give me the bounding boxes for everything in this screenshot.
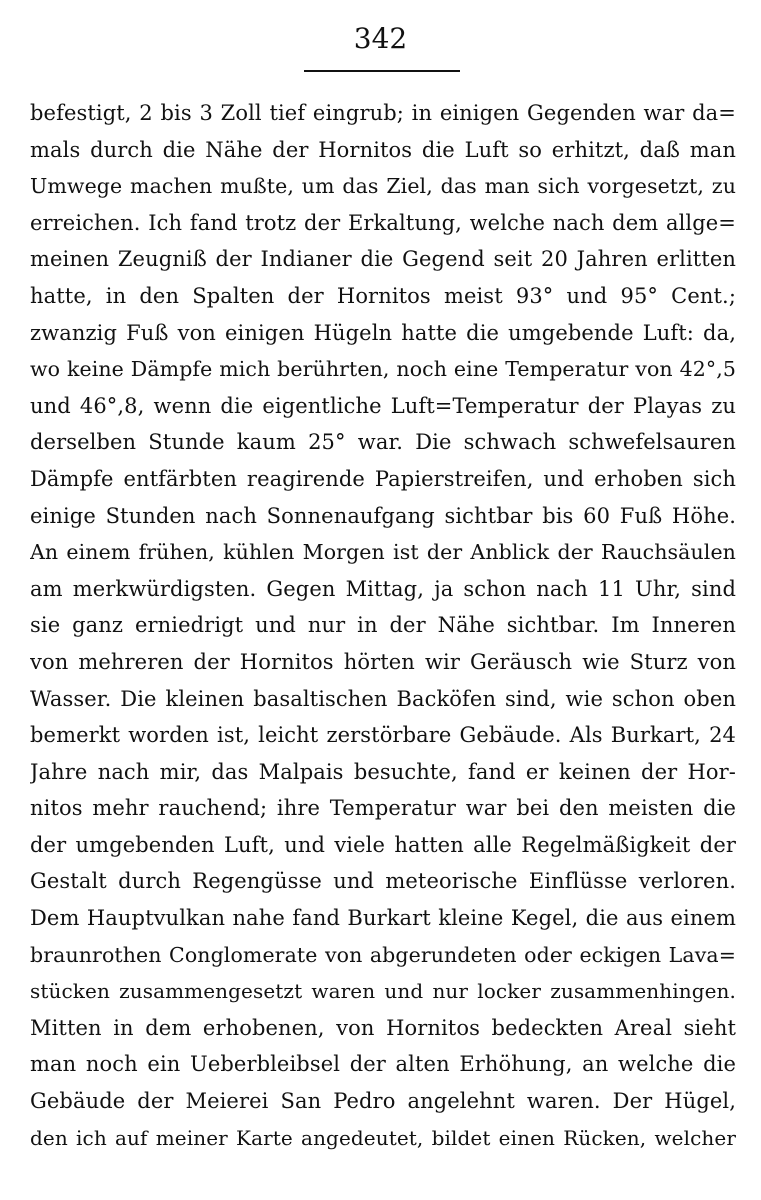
text-line: stücken zusammengesetzt waren und nur locker zusammenhingen.: [30, 979, 736, 1004]
text-line: und 46°,8, wenn die eigentliche Luft=Temperatur der Playas zu: [30, 393, 736, 418]
text-line: befestigt, 2 bis 3 Zoll tief eingrub; in einigen Gegenden war da=: [30, 101, 736, 125]
text-line: bemerkt worden ist, leicht zerstörbare Gebäude. Als Burkart, 24: [30, 723, 736, 748]
text-line: mals durch die Nähe der Hornitos die Luft so erhitzt, daß man: [30, 137, 736, 162]
text-line: Gestalt durch Regengüsse und meteorische Einflüsse verloren.: [30, 869, 736, 894]
text-line: man noch ein Ueberbleibsel der alten Erhöhung, an welche die: [30, 1052, 736, 1077]
text-line: meinen Zeugniß der Indianer die Gegend seit 20 Jahren erlitten: [30, 247, 736, 272]
text-line: einige Stunden nach Sonnenaufgang sichtbar bis 60 Fuß Höhe.: [30, 503, 736, 528]
text-line: Dem Hauptvulkan nahe fand Burkart kleine Kegel, die aus einem: [30, 906, 736, 931]
text-line: erreichen. Ich fand trotz der Erkaltung, welche nach dem allge=: [30, 210, 736, 235]
text-line: Jahre nach mir, das Malpais besuchte, fand er keinen der Hor-: [30, 759, 736, 784]
header-rule: [304, 70, 460, 72]
text-line: von mehreren der Hornitos hörten wir Geräusch wie Sturz von: [30, 649, 736, 674]
text-line: den ich auf meiner Karte angedeutet, bildet einen Rücken, welcher: [30, 1125, 736, 1150]
text-line: der umgebenden Luft, und viele hatten alle Regelmäßigkeit der: [30, 832, 736, 857]
body-text: [30, 95, 736, 1156]
text-line: am merkwürdigsten. Gegen Mittag, ja schon nach 11 Uhr, sind: [30, 576, 736, 601]
text-line: zwanzig Fuß von einigen Hügeln hatte die umgebende Luft: da,: [30, 320, 736, 345]
text-line: nitos mehr rauchend; ihre Temperatur war bei den meisten die: [30, 796, 736, 821]
text-line: Gebäude der Meierei San Pedro angelehnt waren. Der Hügel,: [30, 1089, 736, 1114]
text-line: Umwege machen mußte, um das Ziel, das man sich vorgesetzt, zu: [30, 174, 736, 199]
text-line: An einem frühen, kühlen Morgen ist der Anblick der Rauchsäulen: [30, 540, 736, 565]
text-line: Dämpfe entfärbten reagirende Papierstreifen, und erhoben sich: [30, 466, 736, 491]
page-number: 342: [353, 22, 408, 55]
text-line: Wasser. Die kleinen basaltischen Backöfen sind, wie schon oben: [30, 686, 736, 711]
text-line: Mitten in dem erhobenen, von Hornitos bedeckten Areal sieht: [30, 1015, 736, 1040]
text-line: sie ganz erniedrigt und nur in der Nähe sichtbar. Im Inneren: [30, 613, 736, 638]
text-line: derselben Stunde kaum 25° war. Die schwach schwefelsauren: [30, 430, 736, 455]
text-line: braunrothen Conglomerate von abgerundeten oder eckigen Lava=: [30, 942, 736, 967]
text-line: wo keine Dämpfe mich berührten, noch eine Temperatur von 42°,5: [30, 357, 736, 382]
text-line: hatte, in den Spalten der Hornitos meist 93° und 95° Cent.;: [30, 283, 736, 308]
